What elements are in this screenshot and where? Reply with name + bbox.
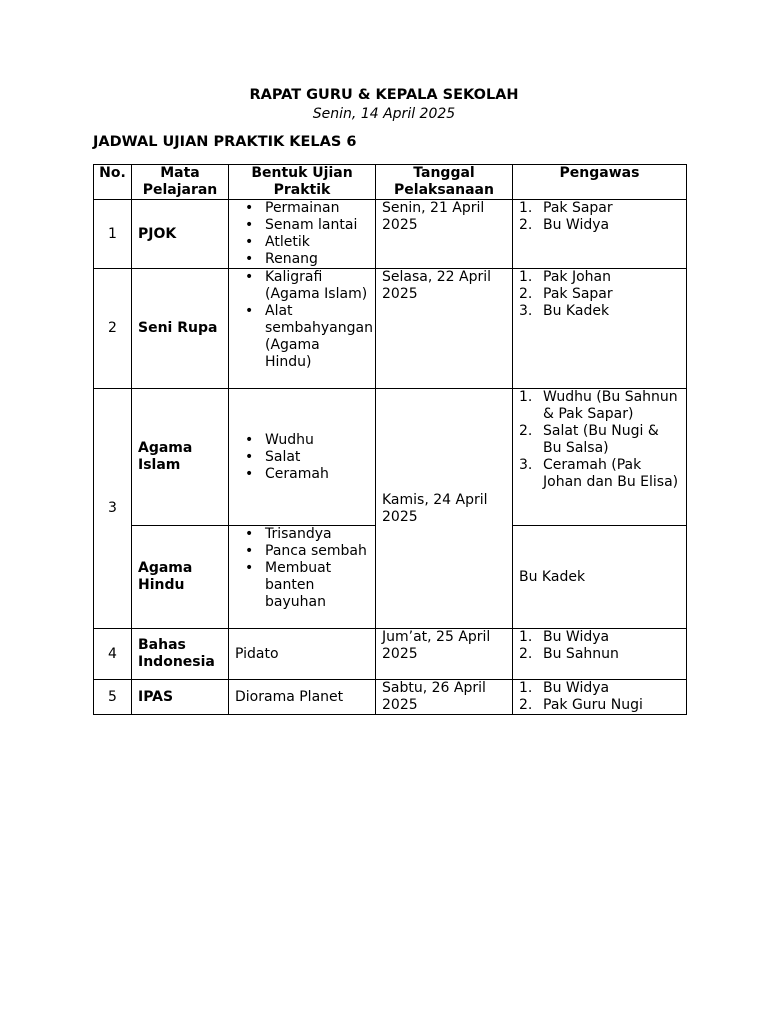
list-item: • Salat [235,449,369,466]
row-number: 3 [94,389,132,629]
list-item: 2. Bu Widya [519,217,610,233]
list-item: • Kaligrafi (Agama Islam) [235,269,369,303]
list-item: 1. Pak Sapar [519,200,613,216]
column-header-pengawas: Pengawas [513,165,687,200]
subject-name: Agama Hindu [132,526,229,629]
list-item: 1. Wudhu (Bu Sahnun & Pak Sapar) [519,389,678,422]
list-item: 3. Bu Kadek [519,303,610,319]
list-item: • Atletik [235,234,369,251]
list-item: 2. Pak Sapar [519,286,613,302]
subject-name: IPAS [132,680,229,715]
document-date: Senin, 14 April 2025 [312,106,456,122]
exam-date: Sabtu, 26 April 2025 [376,680,513,715]
supervisors [513,389,687,526]
list-item: 1. Bu Widya [519,680,610,696]
list-item: • Trisandya [235,526,369,543]
table-header-row [94,165,687,200]
subject-name: PJOK [132,200,229,269]
table-row [94,629,687,680]
list-item: 3. Ceramah (Pak Johan dan Bu Elisa) [519,457,679,490]
list-item: 2. Bu Sahnun [519,646,619,662]
table-row [94,389,687,526]
column-header-no: No. [94,165,132,200]
list-item: • Membuat banten bayuhan [235,560,369,611]
list-item: • Wudhu [235,432,369,449]
exam-schedule-table [93,164,687,715]
section-heading: JADWAL UJIAN PRAKTIK KELAS 6 [93,134,357,150]
list-item: • Alat sembahyangan (Agama Hindu) [235,303,369,371]
column-header-bentuk: Bentuk Ujian Praktik [229,165,376,200]
list-item: 1. Pak Johan [519,269,611,285]
supervisors: Bu Kadek [513,526,687,629]
subject-name: Agama Islam [132,389,229,526]
exam-date: Selasa, 22 April 2025 [376,269,513,389]
column-header-mapel: Mata Pelajaran [132,165,229,200]
supervisors [513,629,687,680]
list-item: 2. Salat (Bu Nugi & Bu Salsa) [519,423,659,456]
supervisors [513,200,687,269]
exam-forms [229,269,376,389]
list-item: • Permainan [235,200,369,217]
supervisors [513,269,687,389]
exam-forms [229,526,376,629]
column-header-tanggal: Tanggal Pelaksanaan [376,165,513,200]
row-number: 2 [94,269,132,389]
exam-forms [229,200,376,269]
row-number: 5 [94,680,132,715]
exam-date: Kamis, 24 April 2025 [376,389,513,629]
list-item: • Ceramah [235,466,369,483]
exam-date: Jum’at, 25 April 2025 [376,629,513,680]
list-item: • Senam lantai [235,217,369,234]
row-number: 1 [94,200,132,269]
list-item: • Panca sembah [235,543,369,560]
subject-name: Seni Rupa [132,269,229,389]
table-row [94,680,687,715]
list-item: • Renang [235,251,369,268]
exam-forms: Diorama Planet [229,680,376,715]
list-item: 1. Bu Widya [519,629,610,645]
supervisors [513,680,687,715]
subject-name: Bahas Indonesia [132,629,229,680]
exam-date: Senin, 21 April 2025 [376,200,513,269]
exam-forms [229,389,376,526]
table-row [94,200,687,269]
document-title: RAPAT GURU & KEPALA SEKOLAH [249,87,519,103]
exam-forms: Pidato [229,629,376,680]
row-number: 4 [94,629,132,680]
table-row [94,269,687,389]
list-item: 2. Pak Guru Nugi [519,697,643,713]
